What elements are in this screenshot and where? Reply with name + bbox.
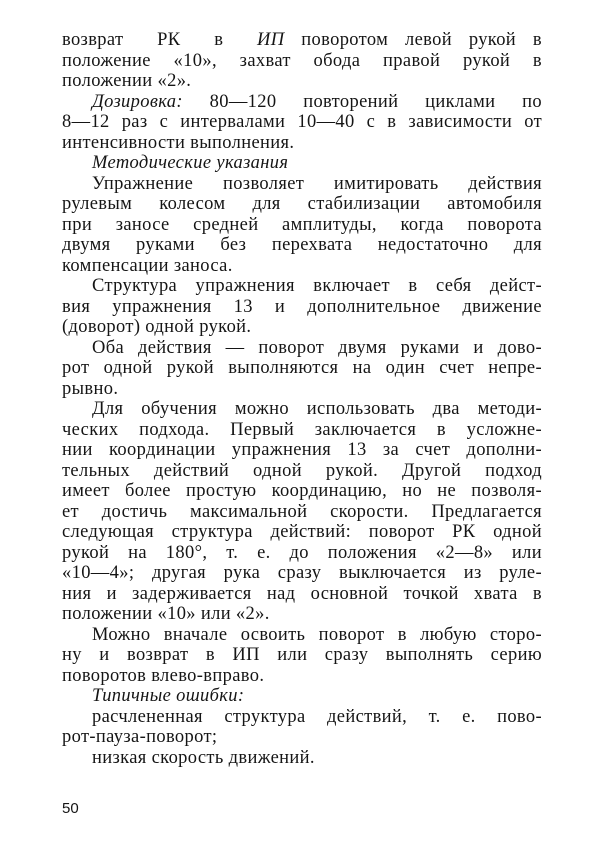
text-run: расчлененная структура действий, т. е. пово-	[92, 706, 542, 727]
text-line	[62, 707, 542, 728]
text-run: нии координации упражнения 13 за счет дополни-	[62, 440, 542, 460]
text-run: положении «2».	[62, 71, 192, 91]
text-run: ния и задерживается над основной точкой хвата в	[62, 583, 542, 604]
text-run: тельных действий одной рукой. Другой подход	[62, 460, 542, 481]
text-line	[62, 440, 542, 461]
text-line	[62, 317, 542, 338]
text-run: интенсивности выполнения.	[62, 132, 295, 153]
text-run: рот одной рукой выполняются на один счет непре-	[62, 358, 542, 378]
italic-label: Методические указания	[92, 153, 289, 173]
text-line	[62, 379, 542, 400]
text-line	[62, 174, 542, 195]
text-line	[62, 51, 542, 72]
text-line	[62, 748, 542, 769]
text-run: рот-пауза-поворот;	[62, 727, 218, 747]
italic-label: Дозировка:	[92, 91, 183, 112]
text-line	[62, 604, 542, 625]
text-run: возврат РК в	[62, 30, 258, 50]
text-line	[62, 666, 542, 687]
text-line	[62, 92, 542, 113]
document-page	[62, 30, 542, 768]
text-run: положении «10» или «2».	[62, 604, 270, 624]
text-line	[62, 194, 542, 215]
text-line	[62, 30, 542, 51]
text-run: Оба действия — поворот двумя руками и дово-	[92, 337, 542, 358]
text-line	[62, 727, 542, 748]
text-run: Структура упражнения включает в себя дейст-	[92, 276, 542, 296]
text-run: имеет более простую координацию, но не позволя-	[62, 481, 542, 501]
text-run: при заносе средней амплитуды, когда поворота	[62, 214, 542, 235]
text-run: вия упражнения 13 и дополнительное движение	[62, 296, 542, 317]
text-line	[62, 461, 542, 482]
text-run: поворотом левой рукой в	[284, 30, 542, 50]
text-line	[62, 71, 542, 92]
text-line	[62, 133, 542, 154]
text-run: двумя руками без перехвата недостаточно для	[62, 235, 542, 255]
text-line	[62, 256, 542, 277]
text-body	[62, 51, 542, 769]
text-line	[62, 522, 542, 543]
text-run: «10—4»; другая рука сразу выключается из руле-	[62, 563, 542, 583]
text-run: ну и возврат в ИП или сразу выполнять серию	[62, 645, 542, 665]
text-line	[62, 481, 542, 502]
text-line	[62, 338, 542, 359]
text-line	[62, 399, 542, 420]
text-run: (доворот) одной рукой.	[62, 317, 252, 337]
text-line	[62, 358, 542, 379]
text-run: рулевым колесом для стабилизации автомобиля	[62, 194, 542, 214]
italic-abbrev: ИП	[257, 30, 285, 50]
text-line	[62, 584, 542, 605]
text-line	[62, 420, 542, 441]
text-run: Можно вначале освоить поворот в любую сторо-	[92, 624, 542, 645]
text-line	[62, 543, 542, 564]
text-run: компенсации заноса.	[62, 255, 233, 276]
text-line	[62, 297, 542, 318]
page-number: 50	[62, 800, 79, 817]
text-run: 80—120 повторений циклами по	[182, 91, 542, 112]
text-run: рукой на 180°, т. е. до положения «2—8» или	[62, 542, 542, 563]
text-line	[62, 235, 542, 256]
text-run: положение «10», захват обода правой рукой в	[62, 50, 542, 71]
text-run: низкая скорость движений.	[92, 747, 315, 768]
text-line	[62, 276, 542, 297]
text-line	[62, 112, 542, 133]
text-line	[62, 502, 542, 523]
section-heading	[62, 686, 542, 707]
italic-label: Типичные ошибки:	[92, 686, 245, 706]
text-line	[62, 625, 542, 646]
text-run: ет достичь максимальной скорости. Предлагается	[62, 501, 542, 522]
text-run: следующая структура действий: поворот РК одной	[62, 522, 542, 542]
text-run: Упражнение позволяет имитировать действия	[92, 173, 542, 194]
text-run: поворотов влево-вправо.	[62, 665, 265, 686]
text-run: ческих подхода. Первый заключается в усложне-	[62, 419, 542, 440]
text-line	[62, 215, 542, 236]
text-run: 8—12 раз с интервалами 10—40 с в зависимости от	[62, 112, 542, 132]
text-line	[62, 645, 542, 666]
text-line	[62, 563, 542, 584]
section-heading	[62, 153, 542, 174]
text-run: рывно.	[62, 378, 119, 399]
text-run: Для обучения можно использовать два методи-	[92, 399, 542, 419]
